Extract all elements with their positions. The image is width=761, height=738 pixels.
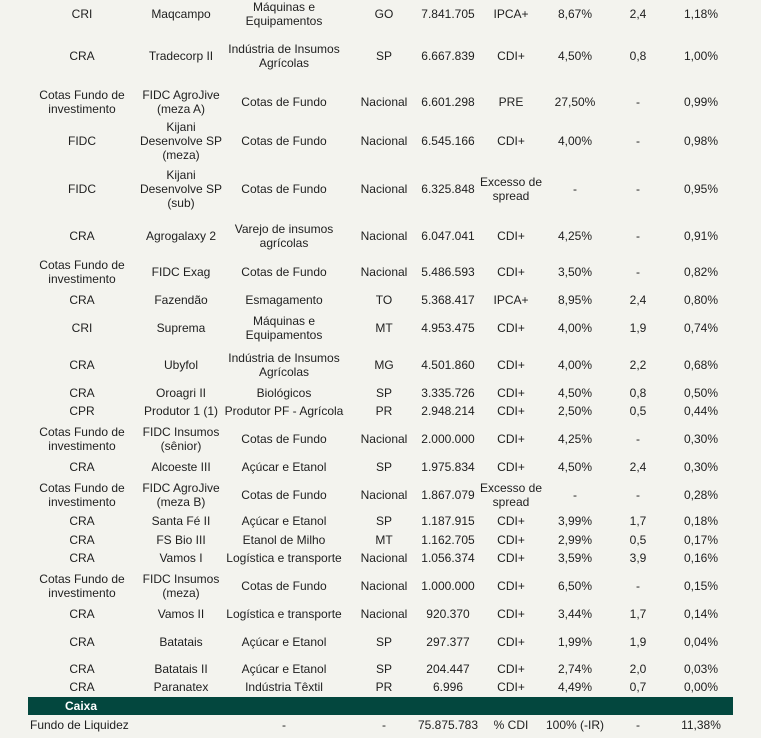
cell-setor: Esmagamento [245,293,323,307]
cell-taxa: - [573,182,577,196]
cell-setor: Etanol de Milho [242,533,326,547]
cell-taxa: 100% (-IR) [545,718,604,732]
cell-taxa: 1,99% [557,635,593,649]
cell-taxa: 4,50% [557,386,593,400]
table-row-fundo-liquidez [0,715,761,735]
cell-indexador: IPCA+ [493,7,529,21]
cell-emissor: Fazendão [154,293,208,307]
cell-setor: Indústria de Insumos Agrícolas [228,351,340,379]
cell-duration: - [636,432,640,446]
cell-percentual-pl: 0,15% [683,579,719,593]
cell-taxa: 3,44% [557,607,593,621]
cell-emissor: Ubyfol [163,358,198,372]
cell-uf: Nacional [360,551,408,565]
cell-emissor: FS Bio III [156,533,206,547]
cell-indexador: IPCA+ [493,293,529,307]
cell-percentual-pl: 0,30% [683,460,719,474]
cell-valor: 5.486.593 [421,265,475,279]
cell-valor: 4.953.475 [421,321,475,335]
cell-taxa: 2,74% [557,662,593,676]
cell-taxa: 3,99% [557,514,593,528]
cell-indexador: CDI+ [497,229,525,243]
cell-taxa: 4,49% [557,680,593,694]
cell-tipo: Cotas Fundo de investimento [39,88,125,116]
cell-indexador: Excesso de spread [479,175,543,203]
cell-setor: Cotas de Fundo [241,95,327,109]
cell-duration: 1,9 [629,321,647,335]
cell-uf: TO [375,293,393,307]
cell-tipo: CRI [71,7,93,21]
cell-taxa: 4,00% [557,321,593,335]
cell-setor: Cotas de Fundo [241,182,327,196]
cell-tipo: CRA [69,293,95,307]
cell-duration: - [636,182,640,196]
cell-emissor: FIDC Exag [151,265,211,279]
cell-percentual-pl: 11,38% [681,718,721,732]
table-row [0,87,761,117]
cell-uf: Nacional [360,182,408,196]
cell-valor: 2.000.000 [421,432,475,446]
cell-duration: 0,5 [629,533,647,547]
cell-valor: 75.875.783 [417,718,479,732]
cell-indexador: CDI+ [497,432,525,446]
cell-emissor: Oroagri II [155,386,206,400]
cell-percentual-pl: 0,04% [683,635,719,649]
cell-percentual-pl: 0,99% [683,95,719,109]
table-row [0,402,761,420]
cell-duration: - [636,265,640,279]
cell-uf: GO [374,7,394,21]
table-row [0,120,761,162]
cell-tipo: CRI [71,321,93,335]
table-row [0,168,761,210]
cell-setor: Produtor PF - Agrícola [224,404,344,418]
cell-valor: 3.335.726 [421,386,475,400]
cell-indexador: CDI+ [497,635,525,649]
cell-tipo: CRA [69,533,95,547]
cell-emissor: Santa Fé II [151,514,211,528]
table-row [0,425,761,453]
cell-setor: Cotas de Fundo [241,432,327,446]
cell-tipo: FIDC [68,182,96,196]
cell-duration: - [636,718,640,732]
cell-percentual-pl: 0,14% [683,607,719,621]
cell-taxa: 3,50% [557,265,593,279]
cell-percentual-pl: 0,91% [683,229,719,243]
cell-tipo: CRA [69,551,95,565]
cell-indexador: CDI+ [497,533,525,547]
cell-duration: 1,7 [629,514,647,528]
cell-duration: - [636,229,640,243]
cell-duration: 1,7 [629,607,647,621]
cell-duration: - [636,95,640,109]
cell-tipo: CRA [69,49,95,63]
cell-percentual-pl: 0,50% [683,386,719,400]
cell-uf: SP [375,460,392,474]
cell-tipo: CRA [69,607,95,621]
cell-valor: 6.667.839 [421,49,475,63]
cell-duration: - [636,579,640,593]
cell-uf: Nacional [360,229,408,243]
cell-percentual-pl: 0,28% [683,488,719,502]
cell-percentual-pl: 0,44% [683,404,719,418]
cell-taxa: 27,50% [554,95,596,109]
cell-tipo: Cotas Fundo de investimento [39,572,125,600]
cell-setor: Indústria Têxtil [245,680,323,694]
cell-emissor: Vamos I [159,551,203,565]
cell-uf: Nacional [360,579,408,593]
cell-valor: 1.187.915 [421,514,475,528]
table-row [0,605,761,623]
cell-valor: 297.377 [426,635,470,649]
table-row [0,512,761,530]
table-row [0,351,761,379]
cell-uf: SP [375,49,392,63]
cell-indexador: CDI+ [497,134,525,148]
cell-valor: 6.325.848 [421,182,475,196]
cell-emissor: Tradecorp II [148,49,214,63]
cell-percentual-pl: 0,80% [683,293,719,307]
cell-valor: 1.867.079 [421,488,475,502]
cell-taxa: - [573,488,577,502]
cell-percentual-pl: 0,74% [683,321,719,335]
cell-percentual-pl: 0,16% [683,551,719,565]
cell-setor: Máquinas e Equipamentos [245,314,323,342]
cell-uf: Nacional [360,432,408,446]
cell-uf: SP [375,386,392,400]
cell-setor: Cotas de Fundo [241,265,327,279]
table-row [0,678,761,696]
cell-indexador: CDI+ [497,680,525,694]
cell-taxa: 4,00% [557,134,593,148]
cell-uf: Nacional [360,488,408,502]
cell-emissor: FIDC Insumos (sênior) [142,425,220,453]
cell-taxa: 8,67% [557,7,593,21]
cell-duration: 2,0 [629,662,647,676]
cell-uf: Nacional [360,607,408,621]
cell-emissor: Kijani Desenvolve SP (sub) [139,168,223,210]
cell-taxa: 8,95% [557,293,593,307]
table-row [0,531,761,549]
cell-uf: - [382,718,386,732]
cell-valor: 204.447 [426,662,470,676]
cell-indexador: % CDI [493,718,529,732]
cell-indexador: CDI+ [497,551,525,565]
table-row [0,628,761,656]
cell-taxa: 4,50% [557,49,593,63]
cell-valor: 4.501.860 [421,358,475,372]
cell-setor: Cotas de Fundo [241,579,327,593]
cell-setor: Biológicos [256,386,312,400]
cell-tipo: CRA [69,662,95,676]
cell-uf: MG [374,358,394,372]
table-row [0,222,761,250]
cell-setor: Varejo de insumos agrícolas [234,222,334,250]
cell-setor: Açúcar e Etanol [241,460,327,474]
cell-valor: 6.047.041 [421,229,475,243]
cell-taxa: 4,25% [557,432,593,446]
cell-indexador: CDI+ [497,386,525,400]
cell-tipo: FIDC [68,134,96,148]
cell-percentual-pl: 0,03% [683,662,719,676]
cell-percentual-pl: 0,17% [683,533,719,547]
cell-taxa: 4,25% [557,229,593,243]
cell-emissor: Alcoeste III [151,460,211,474]
cell-emissor: Kijani Desenvolve SP (meza) [139,120,223,162]
cell-setor: Cotas de Fundo [241,488,327,502]
table-row [0,660,761,678]
cell-tipo: CRA [69,635,95,649]
cell-valor: 2.948.214 [421,404,475,418]
cell-tipo: Cotas Fundo de investimento [39,425,125,453]
cell-duration: 2,4 [629,460,647,474]
cell-valor: 6.996 [432,680,464,694]
cell-tipo: CRA [69,680,95,694]
cell-percentual-pl: 1,18% [683,7,719,21]
cell-indexador: CDI+ [497,514,525,528]
table-row [0,572,761,600]
cell-indexador: CDI+ [497,460,525,474]
cell-tipo: CPR [69,404,95,418]
cell-percentual-pl: 0,00% [683,680,719,694]
cell-taxa: 2,50% [557,404,593,418]
cell-duration: 0,7 [629,680,647,694]
cell-percentual-pl: 0,30% [683,432,719,446]
cell-valor: 1.975.834 [421,460,475,474]
cell-duration: - [636,488,640,502]
cell-tipo: Cotas Fundo de investimento [39,481,125,509]
cell-valor: 7.841.705 [421,7,475,21]
cell-percentual-pl: 0,68% [683,358,719,372]
cell-valor: 1.056.374 [421,551,475,565]
cell-uf: SP [375,514,392,528]
cell-duration: 2,2 [629,358,647,372]
cell-indexador: CDI+ [497,49,525,63]
cell-setor: Logística e transporte [226,607,342,621]
cell-uf: SP [375,635,392,649]
cell-uf: Nacional [360,134,408,148]
cell-setor: Indústria de Insumos Agrícolas [228,42,340,70]
cell-uf: SP [375,662,392,676]
cell-emissor: Vamos II [157,607,205,621]
cell-percentual-pl: 0,95% [683,182,719,196]
table-row [0,384,761,402]
cell-tipo: Cotas Fundo de investimento [39,258,125,286]
table-row [0,314,761,342]
cell-tipo: CRA [69,358,95,372]
cell-emissor: Batatais [159,635,203,649]
cell-emissor: FIDC AgroJive (meza B) [142,481,220,509]
cell-valor: 920.370 [426,607,470,621]
cell-uf: Nacional [360,95,408,109]
cell-taxa: 4,50% [557,460,593,474]
cell-setor: Açúcar e Etanol [241,635,327,649]
cell-indexador: PRE [498,95,524,109]
cell-indexador: CDI+ [497,607,525,621]
cell-setor: Cotas de Fundo [241,134,327,148]
cell-valor: 5.368.417 [421,293,475,307]
caixa-section-header [28,697,733,715]
cell-setor: Açúcar e Etanol [241,662,327,676]
cell-duration: 2,4 [629,7,647,21]
table-row [0,481,761,509]
cell-tipo: CRA [69,386,95,400]
cell-duration: 0,8 [629,49,647,63]
cell-emissor [138,715,224,735]
cell-duration: 2,4 [629,293,647,307]
cell-emissor: FIDC AgroJive (meza A) [142,88,220,116]
cell-tipo: CRA [69,229,95,243]
table-row [0,458,761,476]
cell-indexador: CDI+ [497,579,525,593]
cell-setor: Açúcar e Etanol [241,514,327,528]
cell-emissor: Maqcampo [151,7,211,21]
cell-emissor: Produtor 1 (1) [143,404,219,418]
cell-valor: 6.601.298 [421,95,475,109]
cell-percentual-pl: 0,98% [683,134,719,148]
cell-indexador: CDI+ [497,321,525,335]
cell-duration: 0,8 [629,386,647,400]
cell-tipo: Fundo de Liquidez [30,718,129,732]
cell-valor: 6.545.166 [421,134,475,148]
cell-percentual-pl: 1,00% [683,49,719,63]
cell-emissor: Paranatex [153,680,209,694]
cell-uf: Nacional [360,265,408,279]
cell-taxa: 2,99% [557,533,593,547]
cell-valor: 1.000.000 [421,579,475,593]
table-row [0,42,761,70]
cell-uf: PR [375,680,393,694]
cell-taxa: 4,00% [557,358,593,372]
table-row [0,549,761,567]
cell-tipo: CRA [69,514,95,528]
cell-tipo: CRA [69,460,95,474]
cell-emissor: Suprema [156,321,206,335]
cell-setor: Logística e transporte [226,551,342,565]
cell-duration: 1,9 [629,635,647,649]
cell-indexador: CDI+ [497,404,525,418]
cell-indexador: CDI+ [497,265,525,279]
cell-percentual-pl: 0,18% [683,514,719,528]
cell-setor: Máquinas e Equipamentos [245,0,323,28]
cell-duration: - [636,134,640,148]
cell-setor: - [282,718,286,732]
cell-indexador: CDI+ [497,662,525,676]
cell-duration: 3,9 [629,551,647,565]
cell-valor: 1.162.705 [421,533,475,547]
cell-emissor: Batatais II [154,662,208,676]
cell-emissor: FIDC Insumos (meza) [142,572,220,600]
table-row [0,291,761,309]
cell-uf: PR [375,404,393,418]
cell-indexador: Excesso de spread [479,481,543,509]
cell-duration: 0,5 [629,404,647,418]
cell-uf: MT [375,533,393,547]
cell-percentual-pl: 0,82% [683,265,719,279]
table-row [0,0,761,28]
cell-uf: MT [375,321,393,335]
table-row [0,258,761,286]
cell-taxa: 3,59% [557,551,593,565]
caixa-label: Caixa [65,699,98,713]
cell-taxa: 6,50% [557,579,593,593]
cell-emissor: Agrogalaxy 2 [145,229,217,243]
cell-indexador: CDI+ [497,358,525,372]
